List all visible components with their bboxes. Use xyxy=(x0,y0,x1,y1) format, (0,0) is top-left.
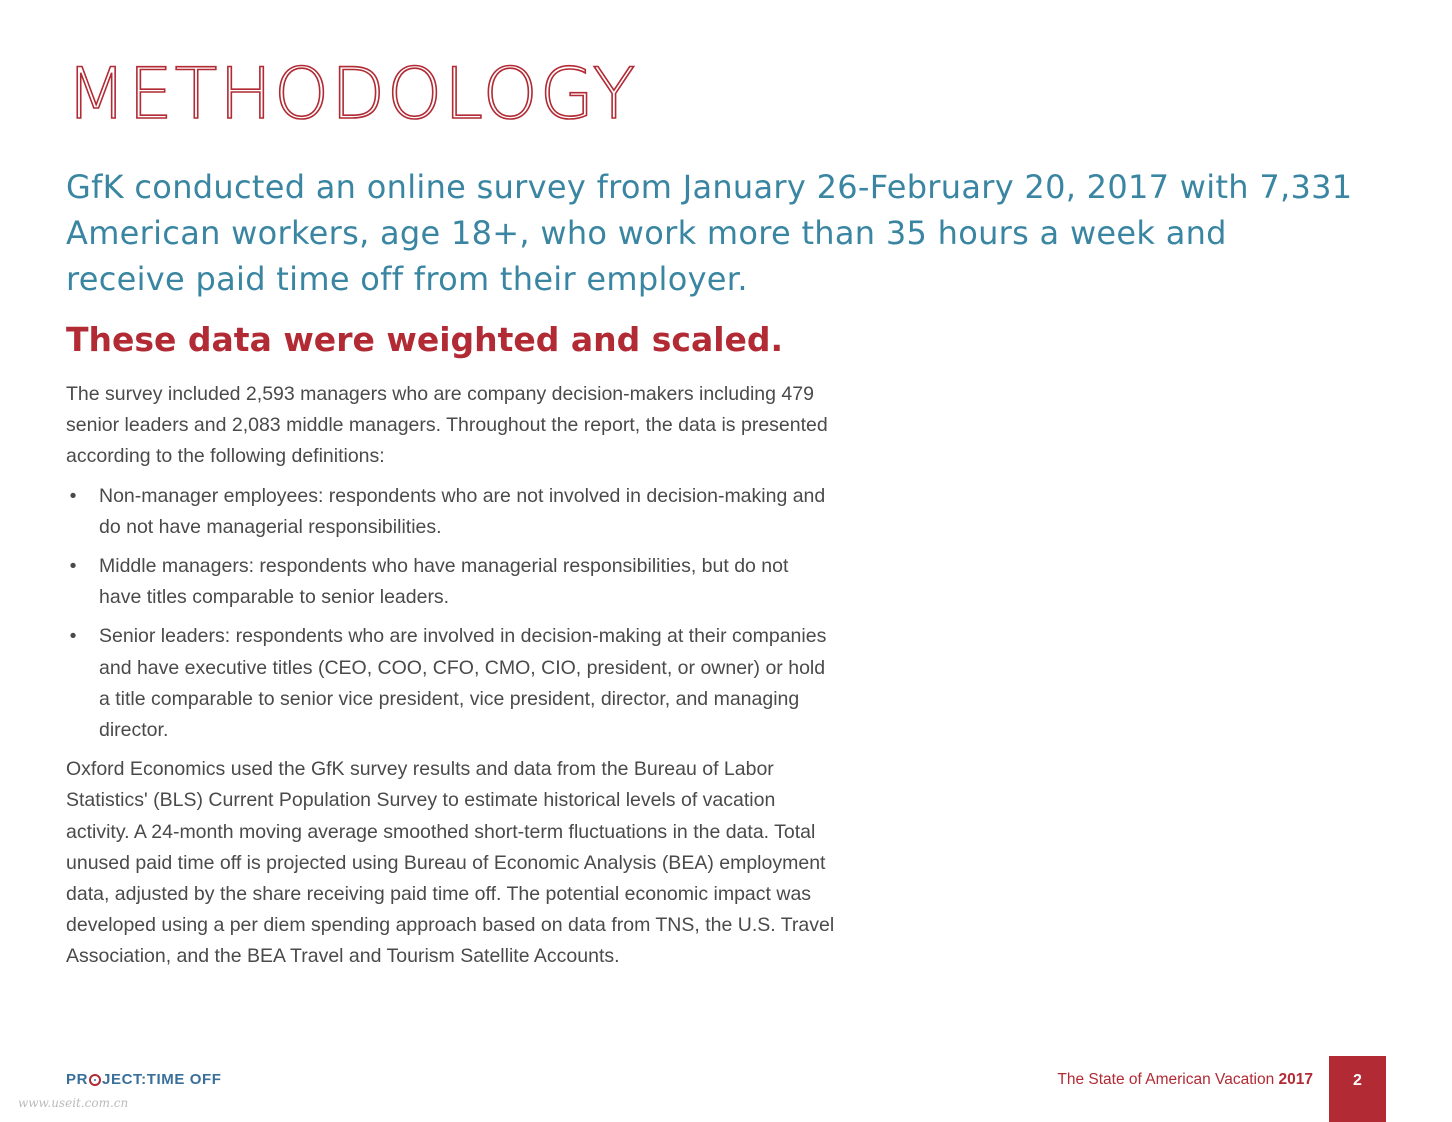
closing-paragraph: Oxford Economics used the GfK survey results and data from the Bureau of Labor Statistics' (BLS) Current Population Survey to estimate historical levels of vacation activity. A 24-month moving average smoothed short-term fluctuations in the data. Total unused paid time off is projected using Bureau of Economic Analysis (BEA) employment data, adjusted by the share receiving paid time off. The potential economic impact was developed using a per diem spending approach based on data from TNS, the U.S. Travel Association, and the BEA Travel and Tourism Satellite Accounts. xyxy=(66,758,835,968)
list-item-text: Senior leaders: respondents who are involved in decision-making at their companies and have executive titles (CEO, COO, CFO, CMO, CIO, president, or owner) or hold a title comparable to senior vice president, vice president, director, and managing director. xyxy=(99,625,827,742)
lead-paragraph: GfK conducted an online survey from January 26-February 20, 2017 with 7,331 American workers, age 18+, who work more than 35 hours a week and receive paid time off from their employer. xyxy=(66,168,1353,298)
report-title xyxy=(1057,1071,1313,1089)
report-title-text: The State of American Vacation xyxy=(1057,1071,1275,1088)
intro-paragraph: The survey included 2,593 managers who are company decision-makers including 479 senior leaders and 2,083 middle managers. Throughout the report, the data is presented according to the following definitions: xyxy=(66,383,828,468)
body-column xyxy=(66,379,836,981)
logo-text-start: PR xyxy=(66,1071,89,1088)
bullet-icon: • xyxy=(69,484,77,507)
logo-text-end: JECT:TIME OFF xyxy=(102,1071,222,1088)
watermark: www.useit.com.cn xyxy=(18,1096,129,1110)
list-item xyxy=(66,481,836,543)
subheading: These data were weighted and scaled. xyxy=(66,320,784,359)
definitions-list xyxy=(66,481,836,747)
list-item-text: Middle managers: respondents who have managerial responsibilities, but do not have titles comparable to senior leaders. xyxy=(99,555,789,609)
project-time-off-logo xyxy=(66,1071,222,1088)
report-year: 2017 xyxy=(1278,1071,1313,1088)
page-title: METHODOLOGY xyxy=(66,53,638,135)
logo-o-icon xyxy=(89,1074,101,1086)
bullet-icon: • xyxy=(69,625,77,648)
bullet-icon: • xyxy=(69,555,77,578)
list-item xyxy=(66,551,836,613)
list-item-text: Non-manager employees: respondents who are not involved in decision-making and do not have managerial responsibilities. xyxy=(99,484,826,538)
list-item xyxy=(66,621,836,746)
page-number: 2 xyxy=(1329,1056,1386,1122)
